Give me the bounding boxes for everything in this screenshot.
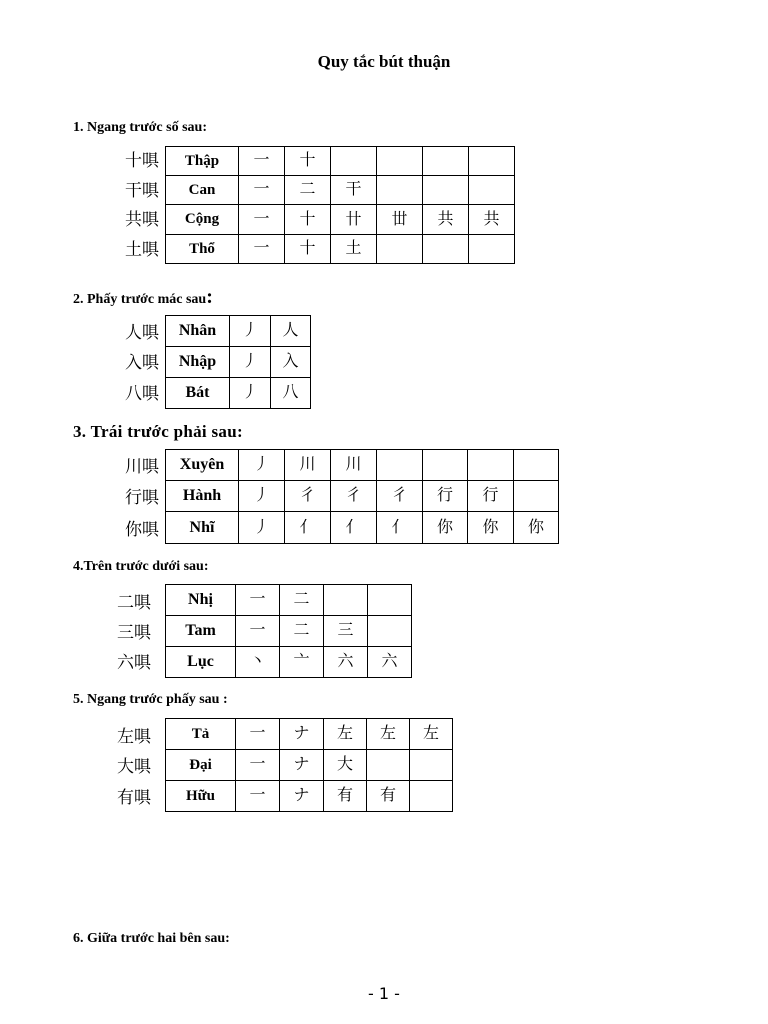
section-6-heading: 6. Giữa trước hai bên sau: [73,931,230,946]
stroke-cell: 人 [271,316,311,347]
stroke-cell [423,147,469,176]
stroke-cell [469,235,515,264]
stroke-cell: 亻 [377,512,423,544]
stroke-cell: 彳 [285,481,331,512]
stroke-table-3 [165,449,559,544]
section-4-heading: 4.Trên trước dưới sau: [73,559,209,574]
char-name: Tam [166,616,236,647]
stroke-table-4 [165,584,412,678]
table-row [166,347,311,378]
stroke-cell: 你 [423,512,468,544]
stroke-table-5 [165,718,453,812]
stroke-cell: 六 [368,647,412,678]
stroke-cell: 丿 [239,512,285,544]
stroke-cell: 你 [468,512,514,544]
table-row [166,235,515,264]
stroke-cell: 一 [239,147,285,176]
stroke-cell: 大 [324,750,367,781]
stroke-cell: ナ [280,719,324,750]
stroke-cell [423,235,469,264]
table-row [166,512,559,544]
section-3-heading: 3. Trái trước phải sau: [73,422,243,441]
char-name: Nhập [166,347,230,378]
stroke-cell: 一 [236,719,280,750]
stroke-cell: 有 [324,781,367,812]
row-label: 土㖵 [125,240,159,259]
stroke-cell: 亠 [280,647,324,678]
row-label: 左㖵 [117,727,151,746]
table-row [166,647,412,678]
stroke-cell: 十 [285,235,331,264]
table-row [166,450,559,481]
char-name: Bát [166,378,230,409]
stroke-cell: 丿 [239,450,285,481]
stroke-table-2 [165,315,311,409]
stroke-cell: 彳 [331,481,377,512]
stroke-cell: 亻 [331,512,377,544]
section-2-heading [73,286,213,309]
stroke-cell: 一 [239,235,285,264]
table-row [166,719,453,750]
stroke-cell: 共 [469,205,515,235]
stroke-cell [331,147,377,176]
char-name: Cộng [166,205,239,235]
row-label: 共㖵 [125,210,159,229]
char-name: Thập [166,147,239,176]
stroke-cell: ナ [280,781,324,812]
char-name: Hành [166,481,239,512]
row-label: 川㖵 [125,457,159,476]
section-2-heading-colon: : [206,286,213,308]
row-label: 人㖵 [125,323,159,342]
char-name: Xuyên [166,450,239,481]
row-label: 八㖵 [125,384,159,403]
table-row [166,147,515,176]
stroke-cell: 丗 [377,205,423,235]
stroke-cell: 三 [324,616,368,647]
stroke-cell: 丿 [230,316,271,347]
stroke-cell: 行 [423,481,468,512]
row-label: 你㖵 [125,520,159,539]
row-label: 三㖵 [117,623,151,642]
stroke-cell: 行 [468,481,514,512]
stroke-cell: 卄 [331,205,377,235]
stroke-cell: 十 [285,205,331,235]
section-2-heading-text: 2. Phấy trước mác sau [73,292,207,307]
stroke-cell [377,176,423,205]
stroke-cell: 左 [367,719,410,750]
stroke-cell [468,450,514,481]
stroke-cell: 二 [280,616,324,647]
stroke-cell [377,235,423,264]
table-row [166,316,311,347]
stroke-cell: 有 [367,781,410,812]
stroke-cell: 一 [239,205,285,235]
stroke-cell: 十 [285,147,331,176]
stroke-cell: 一 [239,176,285,205]
stroke-cell: 丿 [230,347,271,378]
row-label: 二㖵 [117,593,151,612]
stroke-cell [514,481,559,512]
stroke-cell: 你 [514,512,559,544]
stroke-cell: 一 [236,616,280,647]
stroke-cell: 二 [280,585,324,616]
stroke-cell: 彳 [377,481,423,512]
stroke-cell: 一 [236,781,280,812]
stroke-cell: 六 [324,647,368,678]
stroke-cell [423,450,468,481]
section-1-heading: 1. Ngang trước số sau: [73,120,207,135]
stroke-cell: 川 [331,450,377,481]
stroke-cell: 一 [236,750,280,781]
stroke-cell: 共 [423,205,469,235]
char-name: Nhĩ [166,512,239,544]
stroke-cell: 丿 [239,481,285,512]
table-row [166,616,412,647]
row-label: 六㖵 [117,653,151,672]
page-number: - 1 - [368,984,400,1003]
table-row [166,176,515,205]
char-name: Thổ [166,235,239,264]
stroke-cell: 土 [331,235,377,264]
stroke-cell: 丿 [230,378,271,409]
stroke-cell [324,585,368,616]
stroke-cell [368,585,412,616]
char-name: Can [166,176,239,205]
char-name: Nhân [166,316,230,347]
section-5-heading: 5. Ngang trước phấy sau : [73,692,228,707]
stroke-cell: 八 [271,378,311,409]
row-label: 大㖵 [117,757,151,776]
char-name: Hữu [166,781,236,812]
stroke-cell: 入 [271,347,311,378]
stroke-cell: 丶 [236,647,280,678]
stroke-cell [469,147,515,176]
page-title: Quy tắc bút thuận [317,52,451,71]
table-row [166,378,311,409]
row-label: 干㖵 [125,181,159,200]
table-row [166,781,453,812]
row-label: 入㖵 [125,353,159,372]
stroke-cell [377,147,423,176]
row-label: 有㖵 [117,788,151,807]
stroke-cell: 干 [331,176,377,205]
stroke-cell: ナ [280,750,324,781]
char-name: Tả [166,719,236,750]
stroke-cell [410,750,453,781]
stroke-cell [423,176,469,205]
table-row [166,585,412,616]
stroke-cell [368,616,412,647]
char-name: Đại [166,750,236,781]
char-name: Nhị [166,585,236,616]
stroke-cell [469,176,515,205]
stroke-cell [410,781,453,812]
table-row [166,481,559,512]
char-name: Lục [166,647,236,678]
stroke-cell [367,750,410,781]
stroke-cell [377,450,423,481]
stroke-cell: 左 [410,719,453,750]
stroke-cell: 一 [236,585,280,616]
stroke-cell: 亻 [285,512,331,544]
stroke-table-1 [165,146,515,264]
stroke-cell: 左 [324,719,367,750]
table-row [166,205,515,235]
stroke-cell: 川 [285,450,331,481]
stroke-cell: 二 [285,176,331,205]
row-label: 十㖵 [125,151,159,170]
row-label: 行㖵 [125,488,159,507]
table-row [166,750,453,781]
stroke-cell [514,450,559,481]
